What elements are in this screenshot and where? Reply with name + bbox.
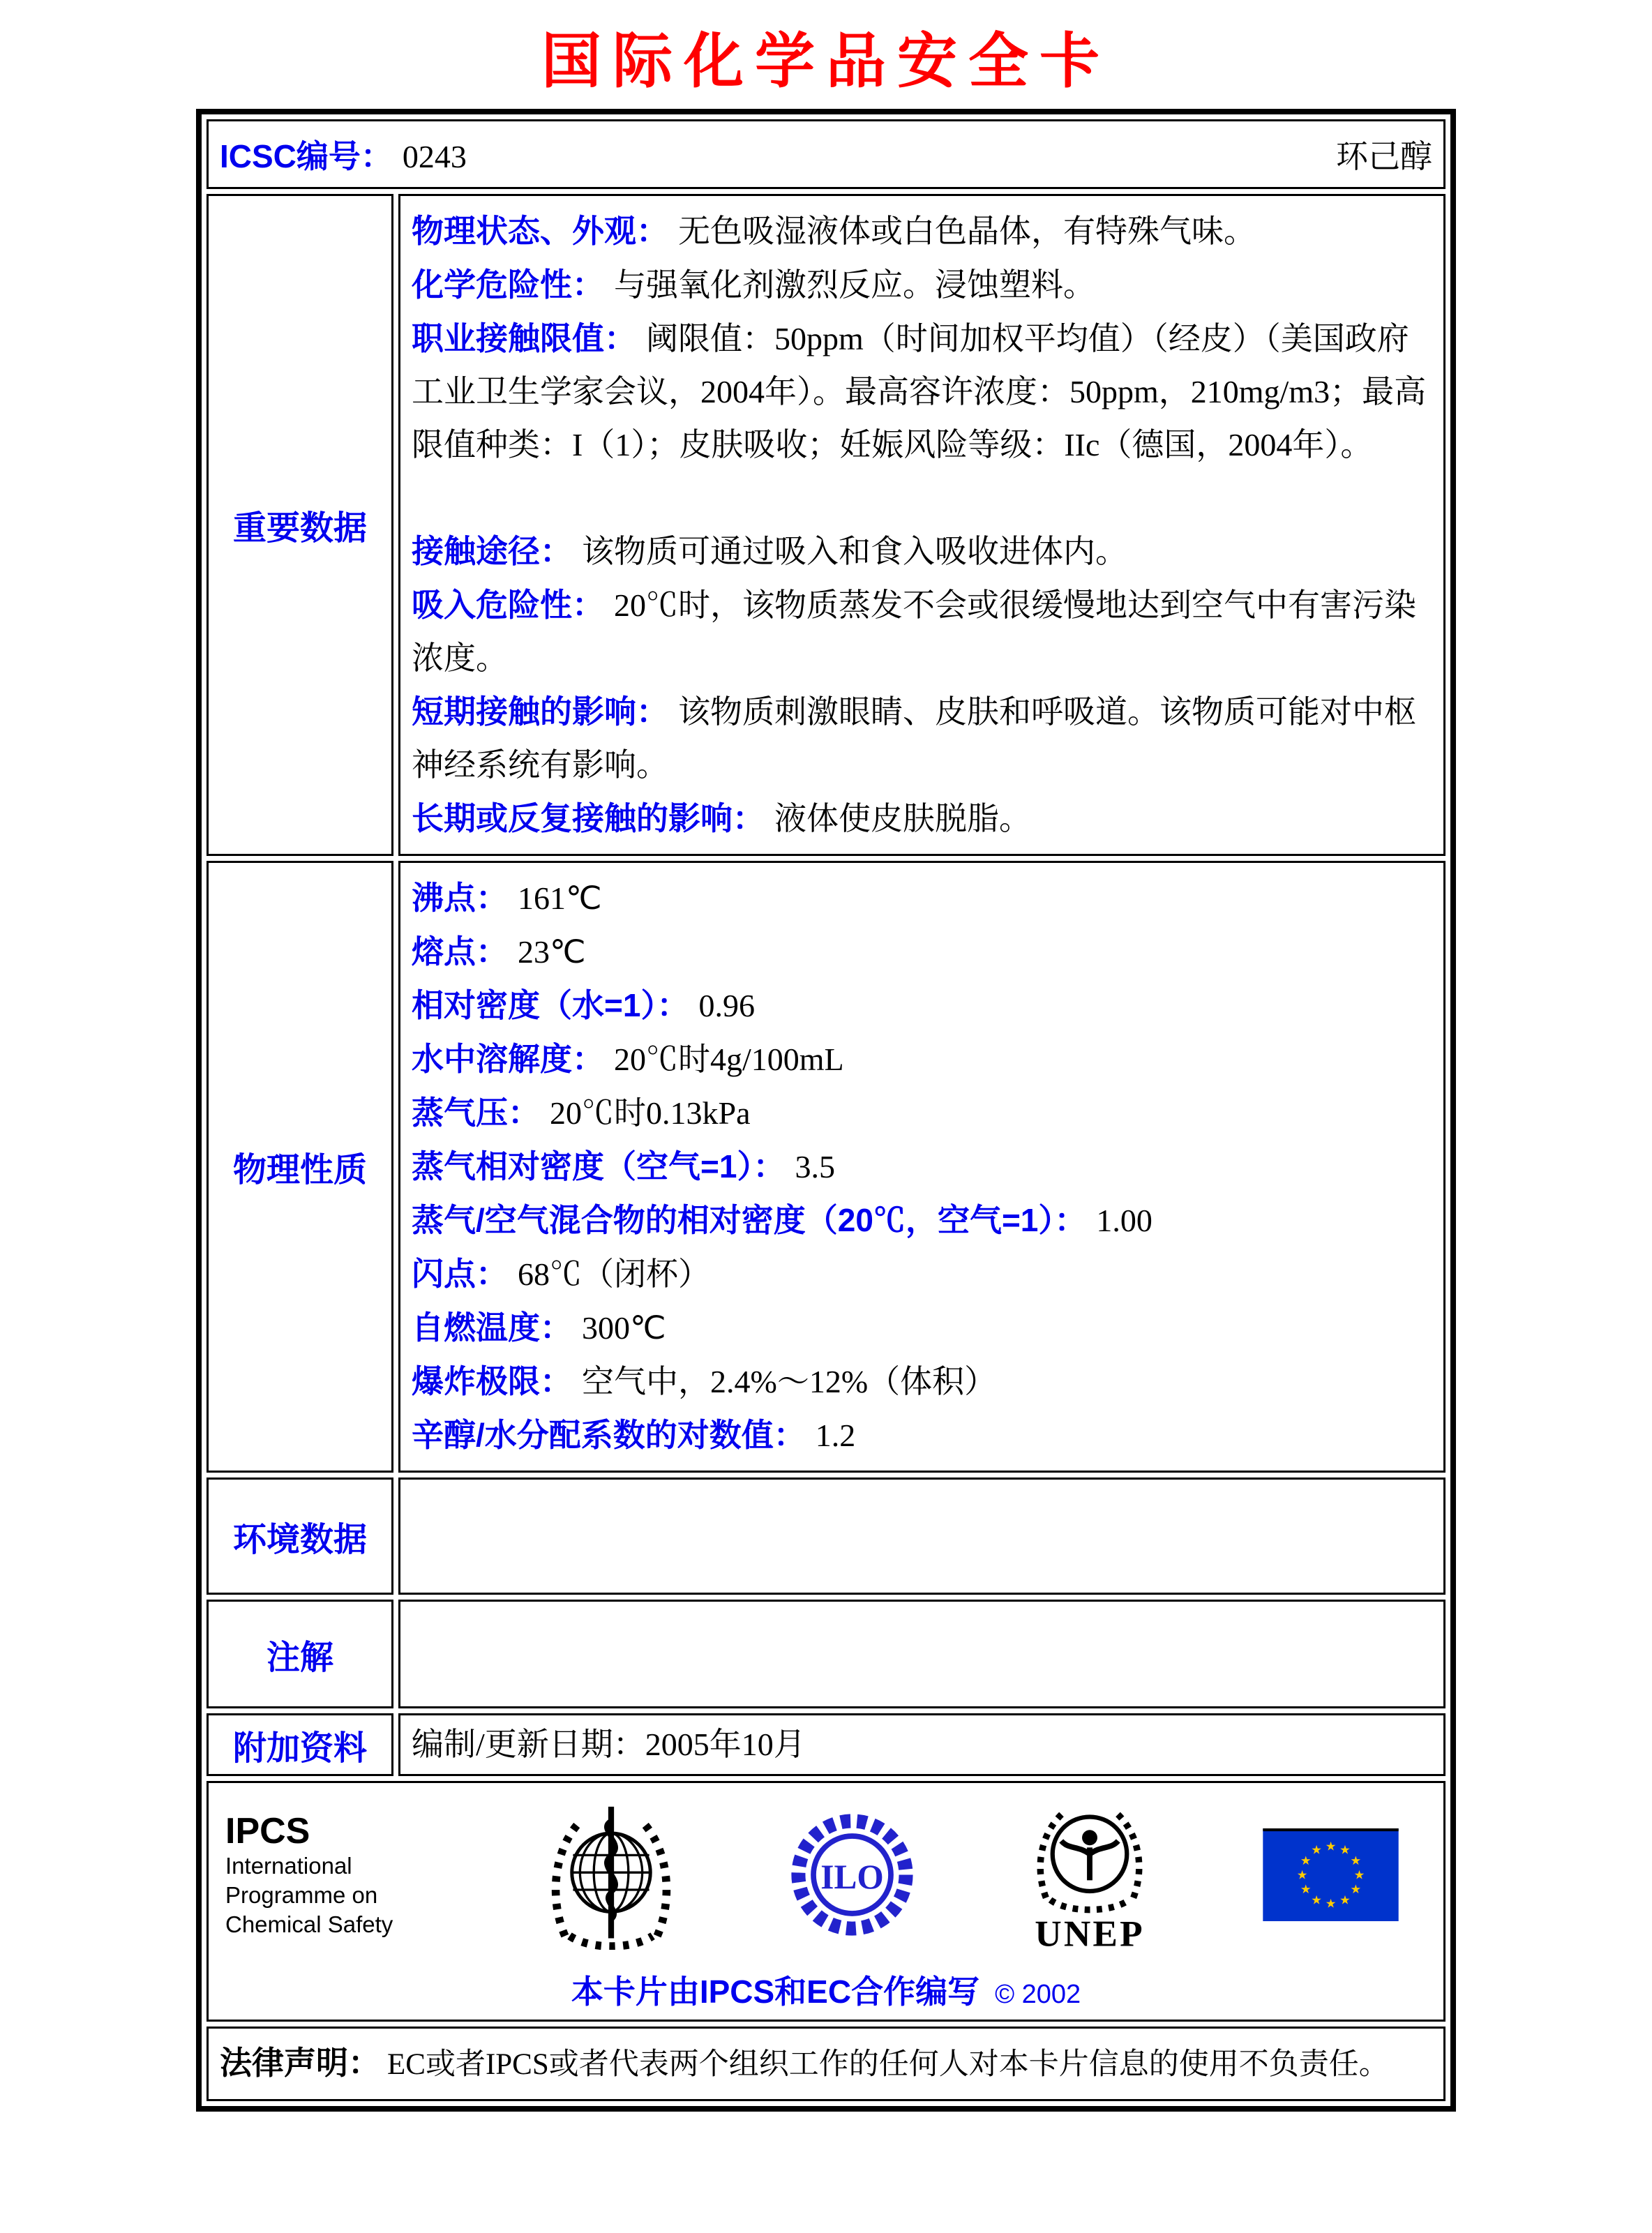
header-cell <box>206 119 1446 189</box>
field-row <box>412 1032 1432 1086</box>
field-row <box>412 871 1432 925</box>
footer-logos-cell <box>206 1781 1446 2022</box>
legal-label: 法律声明： <box>220 2045 380 2081</box>
section-content-physical-properties <box>398 861 1446 1473</box>
svg-text:★: ★ <box>1311 1893 1322 1907</box>
field-label: 闪点： <box>412 1256 508 1292</box>
field-value: 编制/更新日期：2005年10月 <box>412 1727 806 1762</box>
ilo-logo-icon <box>788 1810 917 1939</box>
section-content-additional-info <box>398 1713 1446 1776</box>
ipcs-acronym: IPCS <box>225 1810 310 1851</box>
field-row <box>412 979 1432 1032</box>
field-value: 20℃时，该物质蒸发不会或很缓慢地达到空气中有害污染浓度。 <box>412 587 1416 676</box>
caption-copyright: © 2002 <box>995 1980 1081 2009</box>
svg-text:★: ★ <box>1296 1867 1308 1882</box>
field-row <box>412 925 1432 979</box>
field-value: 20℃时0.13kPa <box>550 1095 751 1131</box>
field-value: 该物质可通过吸入和食入吸收进体内。 <box>582 534 1127 569</box>
svg-text:★: ★ <box>1339 1893 1351 1907</box>
svg-text:★: ★ <box>1339 1842 1351 1857</box>
field-value: 161℃ <box>518 880 602 916</box>
icsc-number-value: 0243 <box>402 139 467 174</box>
svg-text:★: ★ <box>1300 1881 1312 1896</box>
legal-row <box>206 2027 1446 2101</box>
field-label: 蒸气相对密度（空气=1）： <box>412 1148 786 1185</box>
field-value: 1.00 <box>1096 1203 1152 1238</box>
field-label: 吸入危险性： <box>412 587 604 623</box>
section-label-notes: 注解 <box>206 1600 393 1708</box>
field-row <box>412 685 1432 792</box>
field-label: 熔点： <box>412 933 508 970</box>
field-label: 辛醇/水分配系数的对数值： <box>412 1417 806 1453</box>
section-label-environmental-data: 环境数据 <box>206 1478 393 1595</box>
field-value: 20℃时4g/100mL <box>614 1042 844 1077</box>
chemical-name: 环己醇 <box>1336 139 1432 174</box>
page-title: 国际化学品安全卡 <box>541 28 1111 95</box>
section-content-environmental-data <box>398 1478 1446 1595</box>
field-value: 液体使皮肤脱脂。 <box>774 801 1031 836</box>
footer-logos-row <box>206 1781 1446 2022</box>
section-row-additional-info <box>206 1713 1446 1776</box>
field-row <box>412 312 1432 472</box>
field-row <box>412 204 1432 258</box>
field-value: 空气中，2.4%～12%（体积） <box>582 1364 997 1399</box>
field-row <box>412 1301 1432 1355</box>
field-row <box>412 1140 1432 1194</box>
ipcs-line-2: Programme on <box>225 1881 378 1908</box>
section-content-important-data <box>398 194 1446 856</box>
field-value: 无色吸湿液体或白色晶体，有特殊气味。 <box>678 213 1256 249</box>
legal-cell <box>206 2027 1446 2101</box>
field-label: 短期接触的影响： <box>412 693 668 730</box>
section-label-important-data: 重要数据 <box>206 194 393 856</box>
field-label: 职业接触限值： <box>412 320 636 356</box>
field-label: 物理状态、外观： <box>412 213 668 249</box>
section-row-notes <box>206 1600 1446 1708</box>
field-label: 沸点： <box>412 880 508 916</box>
ipcs-text-block <box>225 1811 435 1939</box>
ilo-logo-text: ILO <box>820 1858 884 1897</box>
svg-text:★: ★ <box>1353 1867 1365 1882</box>
section-content-notes <box>398 1600 1446 1708</box>
eu-flag-icon <box>1263 1828 1399 1921</box>
section-row-important-data <box>206 194 1446 856</box>
icsc-table <box>202 114 1450 2106</box>
field-row <box>412 1718 1432 1771</box>
field-value: 0.96 <box>698 988 755 1023</box>
field-label: 蒸气压： <box>412 1095 540 1131</box>
field-label: 爆炸极限： <box>412 1363 572 1399</box>
svg-text:★: ★ <box>1325 1896 1337 1911</box>
icsc-number-label: ICSC编号： <box>220 138 393 174</box>
field-label: 化学危险性： <box>412 266 604 303</box>
field-row <box>412 258 1432 312</box>
icsc-number <box>220 131 467 177</box>
field-value: 该物质刺激眼睛、皮肤和呼吸道。该物质可能对中枢神经系统有影响。 <box>412 694 1416 783</box>
field-label: 水中溶解度： <box>412 1041 604 1077</box>
field-row <box>412 792 1432 845</box>
field-value: 23℃ <box>518 934 586 970</box>
field-row <box>412 1355 1432 1408</box>
field-row <box>412 525 1432 578</box>
svg-text:★: ★ <box>1300 1854 1312 1868</box>
field-row <box>412 1086 1432 1140</box>
section-row-physical-properties <box>206 861 1446 1473</box>
svg-text:★: ★ <box>1311 1842 1322 1857</box>
svg-text:★: ★ <box>1350 1854 1362 1868</box>
field-row <box>412 1194 1432 1247</box>
field-label: 接触途径： <box>412 533 572 569</box>
unep-logo-icon <box>1023 1793 1156 1957</box>
section-row-environmental-data <box>206 1478 1446 1595</box>
who-logo-icon <box>541 1800 681 1950</box>
field-row <box>412 1408 1432 1462</box>
section-label-physical-properties: 物理性质 <box>206 861 393 1473</box>
page <box>0 13 1652 2233</box>
icsc-card <box>196 109 1456 2112</box>
section-label-additional-info: 附加资料 <box>206 1713 393 1776</box>
field-value: 68℃（闭杯） <box>518 1256 710 1292</box>
unep-logo-text: UNEP <box>1035 1913 1145 1955</box>
field-value: 阈限值：50ppm（时间加权平均值）（经皮）（美国政府工业卫生学家会议，2004年）。最高容许浓度：50ppm，210mg/m3；最高限值种类：I（1）；皮肤吸收；妊娠风险等级：IIc（德国，2004年）。 <box>412 321 1427 463</box>
card-caption <box>225 1967 1427 2013</box>
field-label: 自燃温度： <box>412 1309 572 1346</box>
legal-text: EC或者IPCS或者代表两个组织工作的任何人对本卡片信息的使用不负责任。 <box>387 2048 1389 2081</box>
field-value: 1.2 <box>815 1418 856 1453</box>
ipcs-line-1: International <box>225 1852 352 1879</box>
field-row <box>412 578 1432 685</box>
field-label: 长期或反复接触的影响： <box>412 800 765 836</box>
svg-text:★: ★ <box>1325 1839 1337 1854</box>
field-value: 与强氧化剂激烈反应。浸蚀塑料。 <box>614 267 1095 303</box>
caption-text: 本卡片由IPCS和EC合作编写 <box>571 1973 980 2010</box>
field-label: 相对密度（水=1）： <box>412 987 689 1023</box>
ipcs-line-3: Chemical Safety <box>225 1911 393 1937</box>
field-label: 蒸气/空气混合物的相对密度（20℃，空气=1）： <box>412 1202 1087 1238</box>
header-row <box>206 119 1446 189</box>
field-row <box>412 1247 1432 1301</box>
svg-text:★: ★ <box>1350 1881 1362 1896</box>
field-value: 3.5 <box>795 1149 835 1185</box>
field-value: 300℃ <box>582 1310 666 1346</box>
